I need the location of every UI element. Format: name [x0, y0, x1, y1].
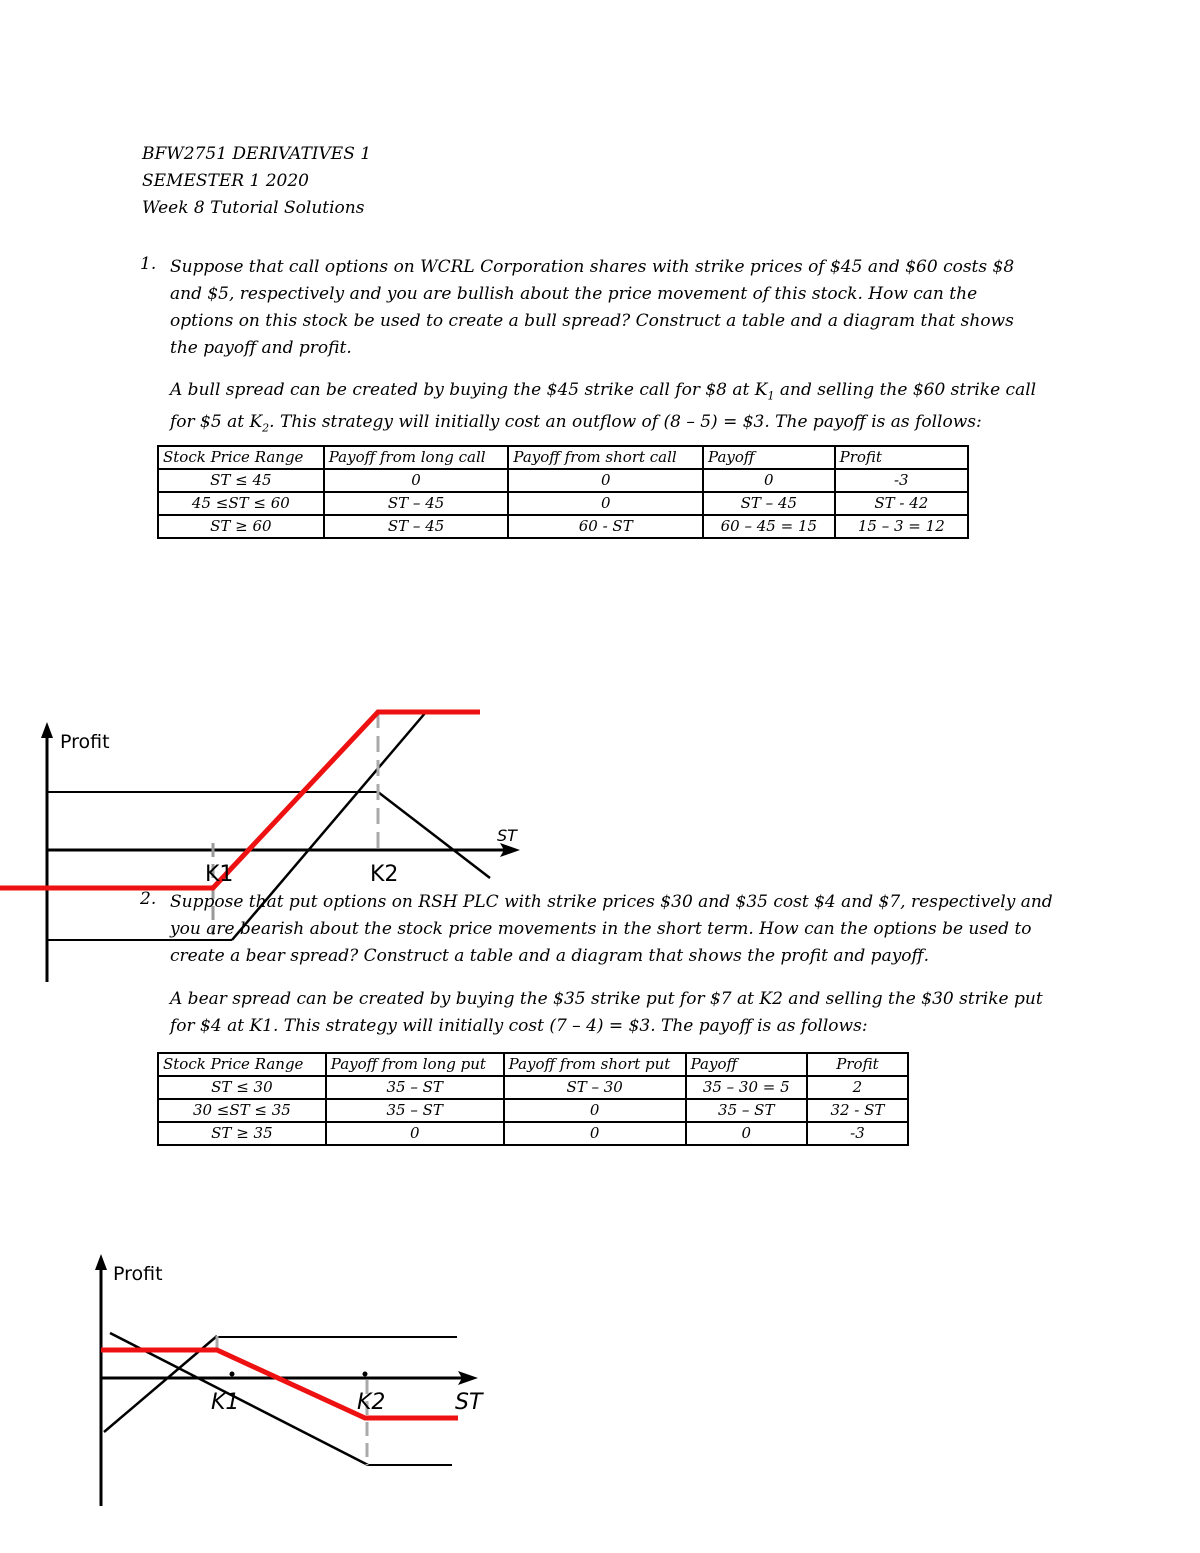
- table-cell: ST ≤ 45: [158, 469, 324, 492]
- table-cell: 35 – ST: [326, 1099, 504, 1122]
- table-cell: ST ≤ 30: [158, 1076, 326, 1099]
- table-header-cell: Payoff from long call: [324, 446, 509, 469]
- bull-y-axis-label: Profit: [60, 731, 110, 753]
- table-header-cell: Stock Price Range: [158, 1053, 326, 1076]
- q2-question-line: create a bear spread? Construct a table and a diagram that shows the profit and payoff.: [170, 946, 929, 966]
- bear-k2-label: K2: [357, 1390, 386, 1415]
- bear-x-axis-label: ST: [455, 1390, 483, 1415]
- table-header-cell: Profit: [807, 1053, 908, 1076]
- table-cell: -3: [807, 1122, 908, 1145]
- table-cell: 35 – ST: [326, 1076, 504, 1099]
- table-cell: -3: [835, 469, 968, 492]
- q2-question-line: Suppose that put options on RSH PLC with strike prices $30 and $35 cost $4 and $7, respectively and: [170, 892, 1053, 912]
- q1-answer-text: . This strategy will initially cost an outflow of (8 – 5) = $3. The payoff is as follows:: [269, 412, 982, 433]
- q1-question-line: options on this stock be used to create a bull spread? Construct a table and a diagram that shows: [170, 311, 1014, 331]
- table-cell: 45 ≤ST ≤ 60: [158, 492, 324, 515]
- table-header-cell: Payoff from short call: [508, 446, 703, 469]
- bear-y-axis: [95, 1254, 107, 1506]
- q1-question-line: and $5, respectively and you are bullish about the price movement of this stock. How can the: [170, 284, 978, 304]
- q1-answer-text: for $5 at K: [170, 412, 263, 433]
- bear-k1-tick: [230, 1372, 235, 1377]
- bear-k1-label: K1: [211, 1390, 240, 1415]
- table-cell: 15 – 3 = 12: [835, 515, 968, 538]
- q2-number: 2.: [140, 889, 157, 909]
- table-cell: 0: [508, 492, 703, 515]
- q2-question-line: you are bearish about the stock price movements in the short term. How can the options be used to: [170, 919, 1032, 939]
- bull-k1-label: K1: [205, 862, 234, 887]
- q1-answer-sub: 1: [767, 389, 775, 403]
- table-cell: ST – 45: [703, 492, 835, 515]
- table-header-cell: Profit: [835, 446, 968, 469]
- table-cell: ST – 45: [324, 515, 509, 538]
- table-cell: 0: [324, 469, 509, 492]
- table-cell: 0: [703, 469, 835, 492]
- semester-title: SEMESTER 1 2020: [142, 171, 309, 191]
- q1-answer-text: and selling the $60 strike call: [774, 380, 1037, 400]
- table-header-cell: Payoff from long put: [326, 1053, 504, 1076]
- table-cell: ST – 45: [324, 492, 509, 515]
- q2-answer-line: for $4 at K1. This strategy will initially cost (7 – 4) = $3. The payoff is as follows:: [170, 1016, 868, 1036]
- q1-number: 1.: [140, 254, 157, 274]
- table-cell: 0: [686, 1122, 807, 1145]
- bear-y-axis-label: Profit: [113, 1263, 163, 1285]
- table-cell: ST – 30: [504, 1076, 686, 1099]
- q1-answer-sub: 2: [262, 421, 270, 435]
- document-title: Week 8 Tutorial Solutions: [142, 198, 365, 218]
- table-cell: 60 – 45 = 15: [703, 515, 835, 538]
- table-cell: 0: [504, 1122, 686, 1145]
- bull-x-axis-label: ST: [497, 826, 517, 845]
- table-cell: ST ≥ 60: [158, 515, 324, 538]
- bear-k2-tick: [363, 1372, 368, 1377]
- q2-answer-line: A bear spread can be created by buying the $35 strike put for $7 at K2 and selling the $30 strike put: [170, 989, 1043, 1009]
- q1-question-line: Suppose that call options on WCRL Corporation shares with strike prices of $45 and $60 costs $8: [170, 257, 1015, 277]
- table-cell: 35 – ST: [686, 1099, 807, 1122]
- table-cell: 35 – 30 = 5: [686, 1076, 807, 1099]
- table-cell: 30 ≤ST ≤ 35: [158, 1099, 326, 1122]
- table-cell: 2: [807, 1076, 908, 1099]
- bull-k2-label: K2: [370, 862, 399, 887]
- bear-profit-line: [101, 1350, 458, 1418]
- q1-question-line: the payoff and profit.: [170, 338, 352, 358]
- table-header-cell: Payoff: [703, 446, 835, 469]
- table-cell: ST - 42: [835, 492, 968, 515]
- q1-answer-text: A bull spread can be created by buying the $45 strike call for $8 at K: [170, 380, 768, 400]
- table-cell: 32 - ST: [807, 1099, 908, 1122]
- table-cell: ST ≥ 35: [158, 1122, 326, 1145]
- table-cell: 60 - ST: [508, 515, 703, 538]
- course-title: BFW2751 DERIVATIVES 1: [142, 144, 372, 164]
- table-header-cell: Stock Price Range: [158, 446, 324, 469]
- table-cell: 0: [508, 469, 703, 492]
- table-cell: 0: [326, 1122, 504, 1145]
- table-header-cell: Payoff from short put: [504, 1053, 686, 1076]
- table-header-cell: Payoff: [686, 1053, 807, 1076]
- table-cell: 0: [504, 1099, 686, 1122]
